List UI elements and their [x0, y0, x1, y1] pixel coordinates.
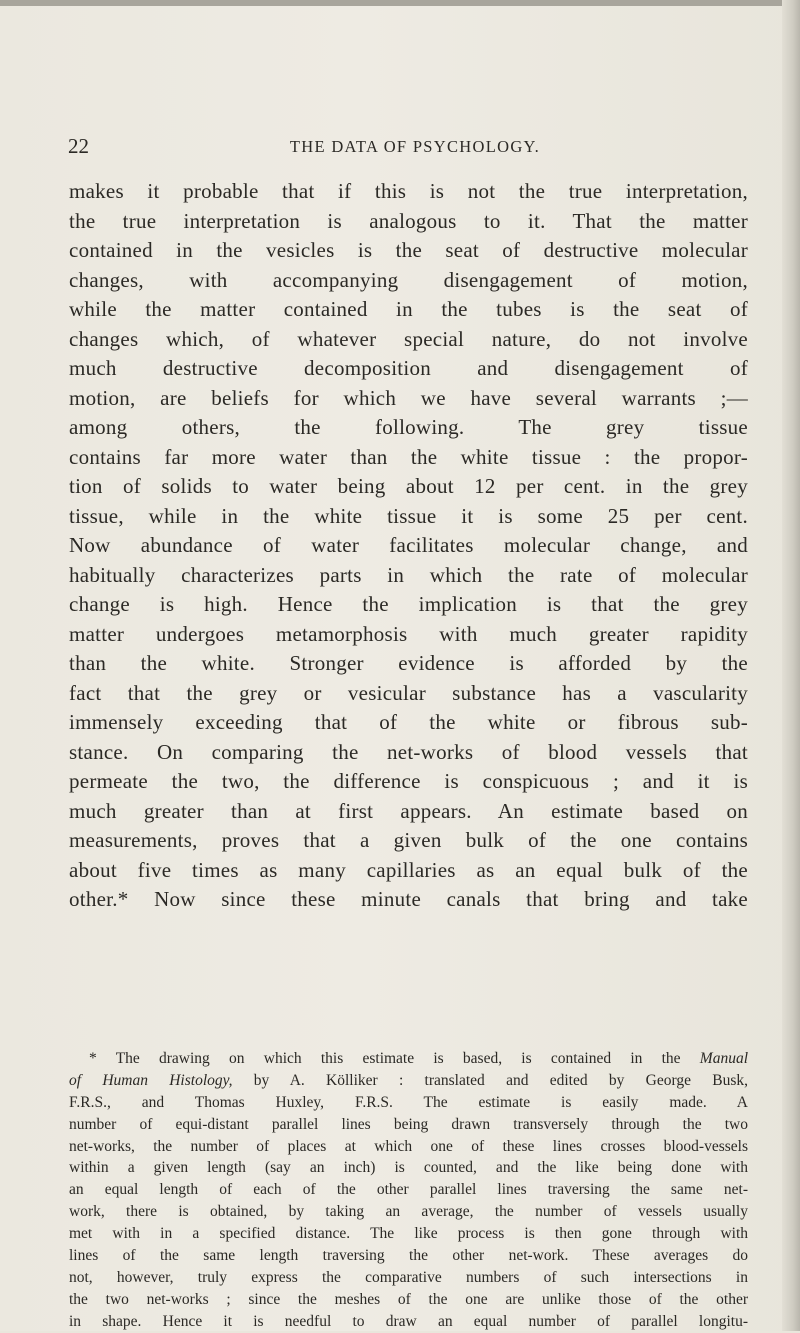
body-text [69, 177, 748, 915]
footnote-line: in shape. Hence it is needful to draw an equal number of parallel longitu- [69, 1312, 748, 1330]
footnote-line: work, there is obtained, by taking an average, the number of vessels usually [69, 1203, 748, 1221]
body-line: changes, with accompanying disengagement of motion, [69, 267, 748, 292]
body-line: measurements, proves that a given bulk of the one contains [69, 828, 748, 852]
footnote-line: not, however, truly express the comparative numbers of such intersections in [69, 1268, 748, 1286]
body-line: other.* Now since these minute canals that bring and take [69, 887, 748, 911]
footnote-book-title: of Human Histology, [69, 1071, 233, 1089]
body-line: than the white. Stronger evidence is afforded by the [69, 651, 748, 675]
body-line: the true interpretation is analogous to it. That the matter [69, 208, 748, 233]
body-line: permeate the two, the difference is conspicuous ; and it is [69, 769, 748, 793]
footnote [69, 1048, 748, 1333]
body-line: contains far more water than the white tissue : the propor- [69, 444, 748, 469]
top-page-edge [0, 0, 800, 6]
body-line: immensely exceeding that of the white or fibrous sub- [69, 710, 748, 734]
footnote-line [69, 1048, 748, 1070]
body-line: matter undergoes metamorphosis with much greater rapidity [69, 621, 748, 646]
footnote-line: F.R.S., and Thomas Huxley, F.R.S. The estimate is easily made. A [69, 1093, 748, 1111]
body-line: while the matter contained in the tubes is the seat of [69, 297, 748, 321]
body-line: motion, are beliefs for which we have several warrants ;— [69, 385, 748, 410]
body-line: change is high. Hence the implication is that the grey [69, 592, 748, 616]
body-line: stance. On comparing the net-works of blood vessels that [69, 739, 748, 764]
body-line: among others, the following. The grey tissue [69, 415, 748, 439]
page-header [68, 134, 748, 164]
page-number: 22 [68, 134, 89, 158]
body-line: habitually characterizes parts in which the rate of molecular [69, 562, 748, 587]
body-line: makes it probable that if this is not the true interpretation, [69, 179, 748, 203]
footnote-text: * The drawing on which this estimate is based, is contained in the [89, 1050, 700, 1067]
body-line: changes which, of whatever special nature, do not involve [69, 326, 748, 351]
footnote-text: by A. Kölliker : translated and edited by George Busk, [232, 1071, 748, 1089]
footnote-line [69, 1070, 748, 1092]
footnote-line: met with in a specified distance. The like process is then gone through with [69, 1225, 748, 1243]
body-line: much destructive decomposition and disengagement of [69, 356, 748, 380]
footnote-line: an equal length of each of the other parallel lines traversing the same net- [69, 1181, 748, 1199]
page-gutter-shadow [782, 0, 800, 1331]
body-line: tion of solids to water being about 12 per cent. in the grey [69, 474, 748, 498]
footnote-line: net-works, the number of places at which one of these lines crosses blood-vessels [69, 1137, 748, 1155]
footnote-line: within a given length (say an inch) is counted, and the like being done with [69, 1159, 748, 1177]
body-line: tissue, while in the white tissue it is some 25 per cent. [69, 503, 748, 528]
running-head: THE DATA OF PSYCHOLOGY. [289, 137, 541, 156]
body-line: fact that the grey or vesicular substance has a vascularity [69, 680, 748, 705]
body-line: much greater than at first appears. An estimate based on [69, 798, 748, 823]
body-line: about five times as many capillaries as an equal bulk of the [69, 857, 748, 882]
body-line: contained in the vesicles is the seat of destructive molecular [69, 238, 748, 262]
footnote-line: the two net-works ; since the meshes of the one are unlike those of the other [69, 1290, 748, 1308]
footnote-line: number of equi-distant parallel lines being drawn transversely through the two [69, 1115, 748, 1133]
footnote-book-title: Manual [699, 1050, 748, 1067]
footnote-line: lines of the same length traversing the other net-work. These averages do [69, 1247, 748, 1265]
body-line: Now abundance of water facilitates molecular change, and [69, 533, 748, 557]
